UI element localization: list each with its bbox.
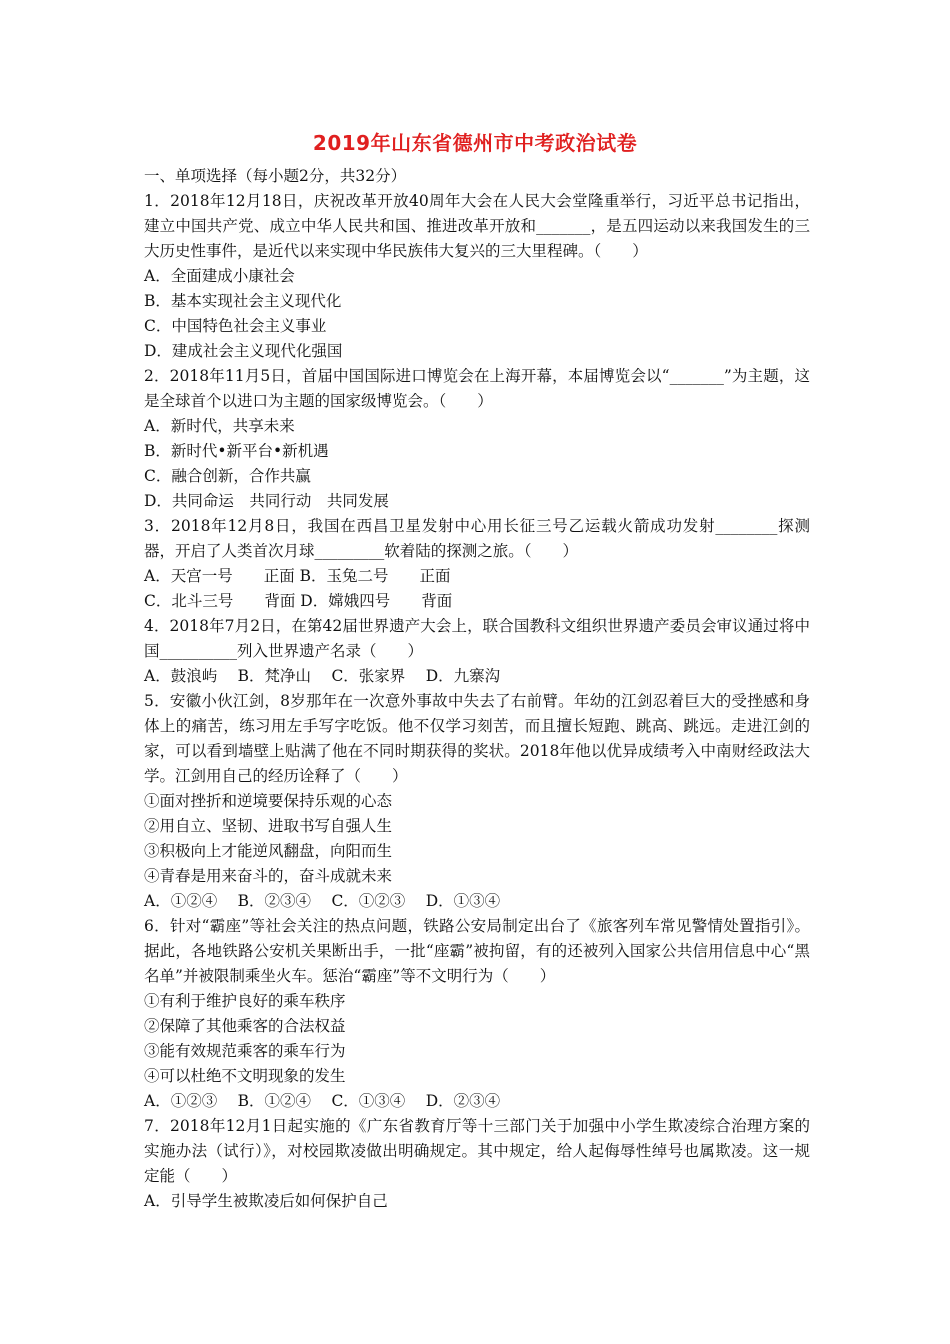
option-row: A．①②④ B．②③④ C．①②③ D．①③④: [144, 892, 501, 910]
statement-4: ④可以杜绝不文明现象的发生: [144, 1067, 346, 1085]
question-stem: 4．2018年7月2日，在第42届世界遗产大会上，联合国教科文组织世界遗产委员会审议通过将中国__________列入世界遗产名录（ ）: [144, 617, 810, 660]
statement-1: ①面对挫折和逆境要保持乐观的心态: [144, 792, 393, 810]
option-row: A．鼓浪屿 B．梵净山 C．张家界 D．九寨沟: [144, 667, 501, 685]
option-b: B．基本实现社会主义现代化: [144, 292, 342, 310]
option-d: D．共同命运 共同行动 共同发展: [144, 492, 389, 510]
option-a: A．新时代，共享未来: [144, 417, 295, 435]
question-6: [144, 914, 810, 1114]
question-stem: 3．2018年12月8日，我国在西昌卫星发射中心用长征三号乙运载火箭成功发射________探测器，开启了人类首次月球_________软着陆的探测之旅。（ ）: [144, 517, 810, 560]
option-a: A．引导学生被欺凌后如何保护自己: [144, 1192, 388, 1210]
statement-3: ③能有效规范乘客的乘车行为: [144, 1042, 346, 1060]
question-stem: 2．2018年11月5日，首届中国国际进口博览会在上海开幕，本届博览会以“_______”为主题，这是全球首个以进口为主题的国家级博览会。（ ）: [144, 367, 810, 410]
option-row: A．①②③ B．①②④ C．①③④ D．②③④: [144, 1092, 501, 1110]
question-stem: 5．安徽小伙江剑，8岁那年在一次意外事故中失去了右前臂。年幼的江剑忍着巨大的受挫感和身体上的痛苦，练习用左手写字吃饭。他不仅学习刻苦，而且擅长短跑、跳高、跳远。走进江剑的家，可以看到墙壁上贴满了他在不同时期获得的奖状。2018年他以优异成绩考入中南财经政法大学。江剑用自己的经历诠释了（ ）: [144, 692, 810, 785]
option-d: D．建成社会主义现代化强国: [144, 342, 343, 360]
option-c: C．中国特色社会主义事业: [144, 317, 327, 335]
question-stem: 6．针对“霸座”等社会关注的热点问题，铁路公安局制定出台了《旅客列车常见警情处置指引》。据此，各地铁路公安机关果断出手，一批“座霸”被拘留，有的还被列入国家公共信用信息中心“黑名单”并被限制乘坐火车。惩治“霸座”等不文明行为（ ）: [144, 917, 810, 985]
question-2: [144, 364, 810, 514]
statement-2: ②用自立、坚韧、进取书写自强人生: [144, 817, 393, 835]
question-3: [144, 514, 810, 614]
option-c: C．融合创新，合作共赢: [144, 467, 311, 485]
option-b: B．新时代•新平台•新机遇: [144, 442, 329, 460]
question-1: [144, 189, 810, 364]
option-a: A．全面建成小康社会: [144, 267, 295, 285]
statement-3: ③积极向上才能逆风翻盘，向阳而生: [144, 842, 393, 860]
exam-title: 2019年山东省德州市中考政治试卷: [312, 131, 638, 155]
statement-4: ④青春是用来奋斗的，奋斗成就未来: [144, 867, 393, 885]
section-heading: 一、单项选择（每小题2分，共32分）: [144, 167, 407, 185]
statement-2: ②保障了其他乘客的合法权益: [144, 1017, 346, 1035]
option-row-cd: C．北斗三号 背面 D．嫦娥四号 背面: [144, 592, 453, 610]
option-row-ab: A．天宫一号 正面 B．玉兔二号 正面: [144, 567, 451, 585]
question-4: [144, 614, 810, 689]
exam-content: [144, 164, 810, 1214]
question-5: [144, 689, 810, 914]
question-7: [144, 1114, 810, 1214]
statement-1: ①有利于维护良好的乘车秩序: [144, 992, 346, 1010]
question-stem: 1．2018年12月18日，庆祝改革开放40周年大会在人民大会堂隆重举行，习近平总书记指出，建立中国共产党、成立中华人民共和国、推进改革开放和_______，是五四运动以来我国发生的三大历史性事件，是近代以来实现中华民族伟大复兴的三大里程碑。（ ）: [144, 192, 810, 260]
question-stem: 7．2018年12月1日起实施的《广东省教育厅等十三部门关于加强中小学生欺凌综合治理方案的实施办法（试行）》，对校园欺凌做出明确规定。其中规定，给人起侮辱性绰号也属欺凌。这一规定能（ ）: [144, 1117, 810, 1185]
